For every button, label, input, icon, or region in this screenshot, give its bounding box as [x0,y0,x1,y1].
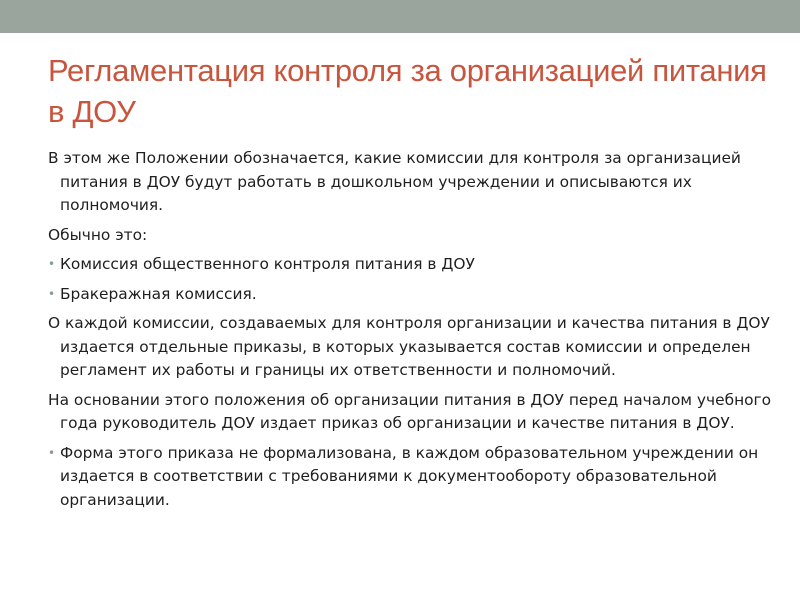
top-bar [0,0,800,33]
paragraph-4 [48,389,778,436]
bullet-item-1-text: Комиссия общественного контроля питания в ДОУ [60,255,475,273]
paragraph-2-text: Обычно это: [48,225,148,244]
paragraph-1-text: В этом же Положении обозначается, какие комиссии для контроля за организацией питания в ДОУ будут работать в дошкольном учреждении и описываются их полномочия. [48,149,741,214]
bullet-item-2 [48,283,778,307]
bullet-item-3-text: Форма этого приказа не формализована, в каждом образовательном учреждении он издается в соответствии с требованиями к документообороту образовательной организации. [60,443,759,509]
slide-title: Регламентация контроля за организацией питания в ДОУ [48,53,767,129]
paragraph-1 [48,147,778,218]
bullet-dot-icon: • [48,257,56,271]
paragraph-2 [48,224,778,248]
bullet-dot-icon: • [48,445,56,460]
bullet-item-2-text: Бракеражная комиссия. [60,284,257,303]
bullet-item-1 [48,253,778,277]
paragraph-3-text: О каждой комиссии, создаваемых для контроля организации и качества питания в ДОУ издается отдельные приказы, в которых указывается состав комиссии и определен регламент их работы и границы их ответственности и полномочий. [48,314,770,379]
slide-body [48,147,778,518]
paragraph-4-text: На основании этого положения об организации питания в ДОУ перед началом учебного года руководитель ДОУ издает приказ об организации и качестве питания в ДОУ. [48,390,772,432]
bullet-dot-icon: • [48,286,56,301]
bullet-item-3 [48,442,778,513]
paragraph-3 [48,312,778,383]
